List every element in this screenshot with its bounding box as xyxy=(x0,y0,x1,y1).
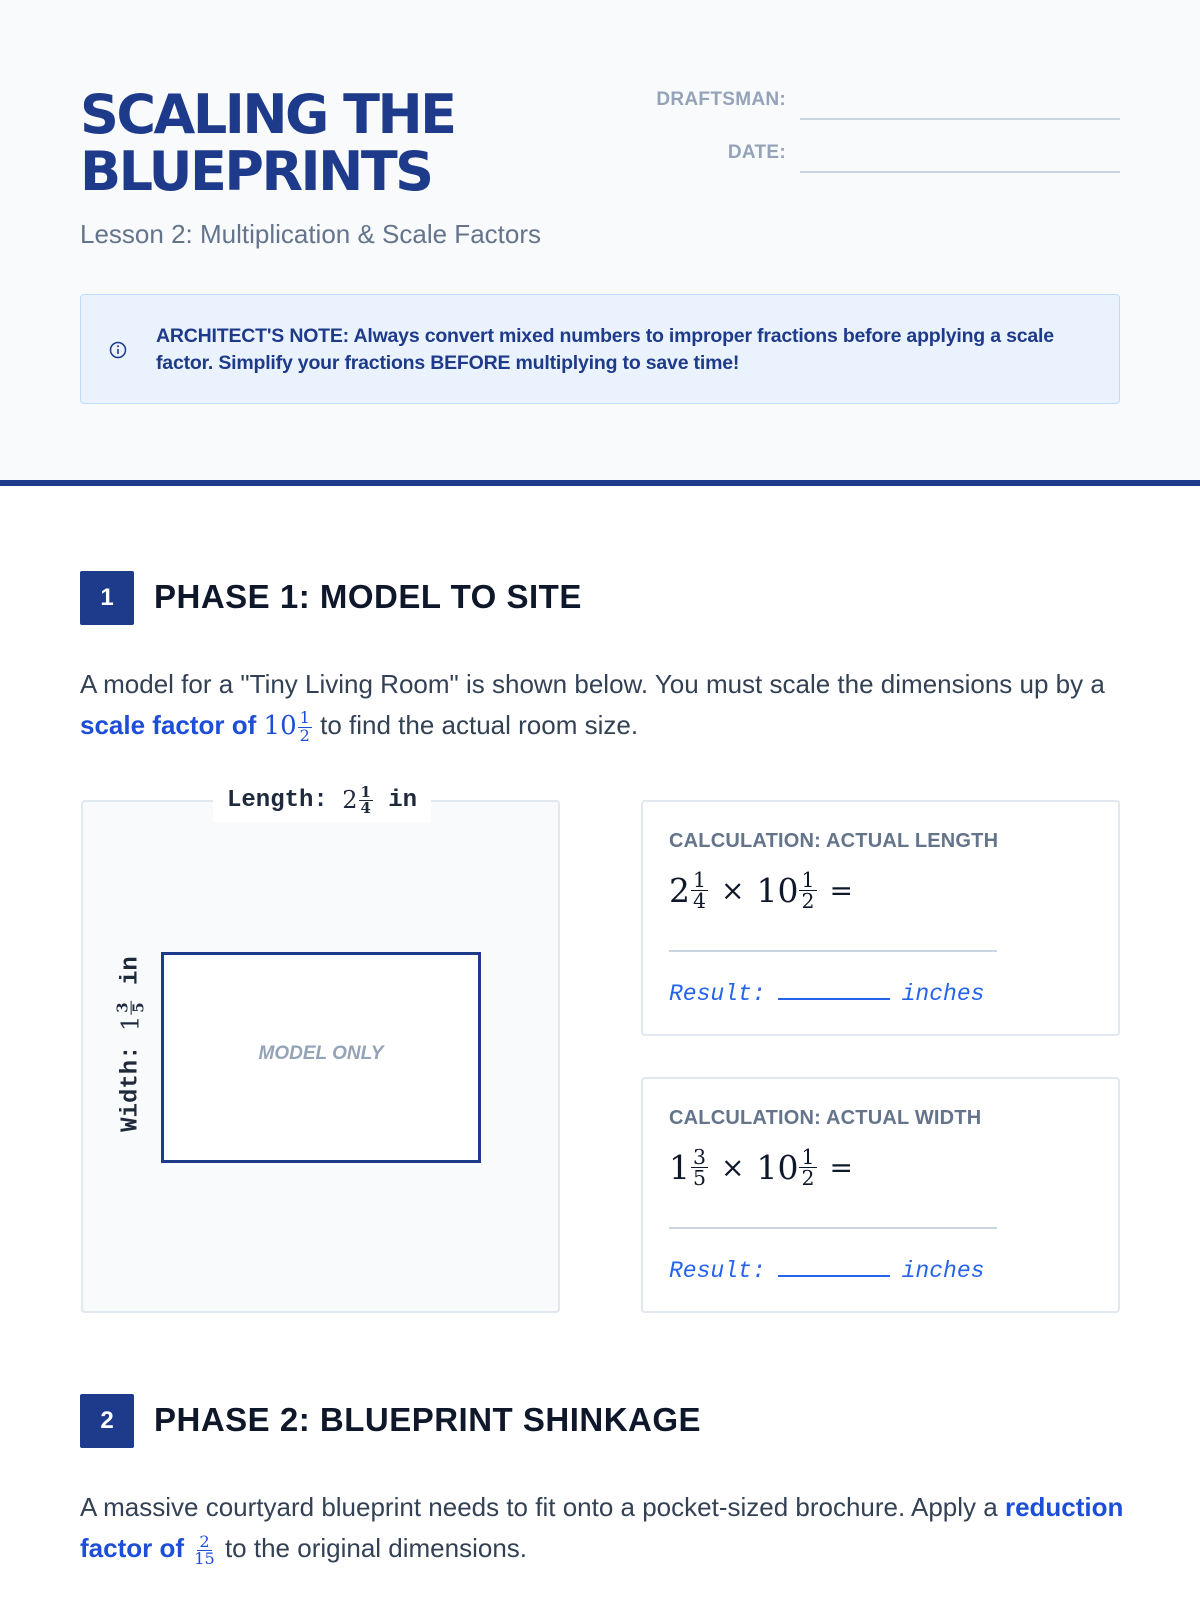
calc-width-result: Result: inches xyxy=(669,1258,985,1284)
phase-1-intro-end: to find the actual room size. xyxy=(312,710,639,740)
calc-length-work-line[interactable] xyxy=(669,950,997,952)
lesson-subtitle: Lesson 2: Multiplication & Scale Factors xyxy=(80,219,541,249)
title-line-2: BLUEPRINTS xyxy=(80,140,432,203)
phase-1-title: PHASE 1: MODEL TO SITE xyxy=(154,578,582,615)
info-icon xyxy=(109,341,127,359)
phase-1-badge: 1 xyxy=(80,571,134,625)
reduction-factor-label: reduction factor of xyxy=(80,1492,1124,1563)
phase-1-intro xyxy=(80,664,1130,747)
architects-note xyxy=(80,294,1120,404)
calc-width-answer-blank[interactable] xyxy=(778,1257,890,1277)
length-label: Length: 2 $\frac{1}{4}$ in xyxy=(213,778,431,822)
reduction-factor-value: $\frac{2}{15}$ xyxy=(194,1531,215,1568)
calc-width-heading: CALCULATION: ACTUAL WIDTH xyxy=(669,1107,982,1129)
calc-length-answer-blank[interactable] xyxy=(778,980,890,1000)
note-text: ARCHITECT'S NOTE: Always convert mixed numbers to improper fractions before applying a scale factor. Simplify your fractions BEFORE multiplying to save time! xyxy=(156,325,1054,374)
draftsman-label: DRAFTSMAN: xyxy=(656,89,786,110)
phase-2-title: PHASE 2: BLUEPRINT SHINKAGE xyxy=(154,1401,702,1438)
calc-width-work-line[interactable] xyxy=(669,1227,997,1229)
calc-length-heading: CALCULATION: ACTUAL LENGTH xyxy=(669,830,999,852)
page-title xyxy=(80,83,600,203)
width-label: Width: 1 3 5 in xyxy=(113,956,148,1132)
phase-2-badge: 2 xyxy=(80,1394,134,1448)
phase-1-intro-text: A model for a "Tiny Living Room" is shown below. You must scale the dimensions up by a xyxy=(80,669,1105,699)
model-caption: MODEL ONLY xyxy=(258,1043,384,1064)
date-field[interactable] xyxy=(800,171,1120,173)
calc-length-result: Result: inches xyxy=(669,981,985,1007)
draftsman-field[interactable] xyxy=(800,118,1120,120)
calc-width-expression: 1 $\frac{3}{5}$ × 10 $\frac{1}{2}$ = xyxy=(669,1145,853,1191)
phase-2-intro-end: to the original dimensions. xyxy=(217,1533,528,1563)
worksheet-header xyxy=(0,0,1200,486)
date-label: DATE: xyxy=(727,142,786,163)
scale-factor-label: scale factor of xyxy=(80,710,257,740)
calc-card-width xyxy=(641,1077,1120,1313)
phase-2-intro-text: A massive courtyard blueprint needs to fit onto a pocket-sized brochure. Apply a xyxy=(80,1492,1005,1522)
scale-factor-value: 10 $\frac{1}{2}$ xyxy=(263,708,310,745)
model-rectangle xyxy=(161,952,481,1163)
calc-length-expression: 2 $\frac{1}{4}$ × 10 $\frac{1}{2}$ = xyxy=(669,868,853,914)
calc-card-length xyxy=(641,800,1120,1036)
title-line-1: SCALING THE xyxy=(80,83,455,146)
phase-2-intro xyxy=(80,1487,1130,1569)
